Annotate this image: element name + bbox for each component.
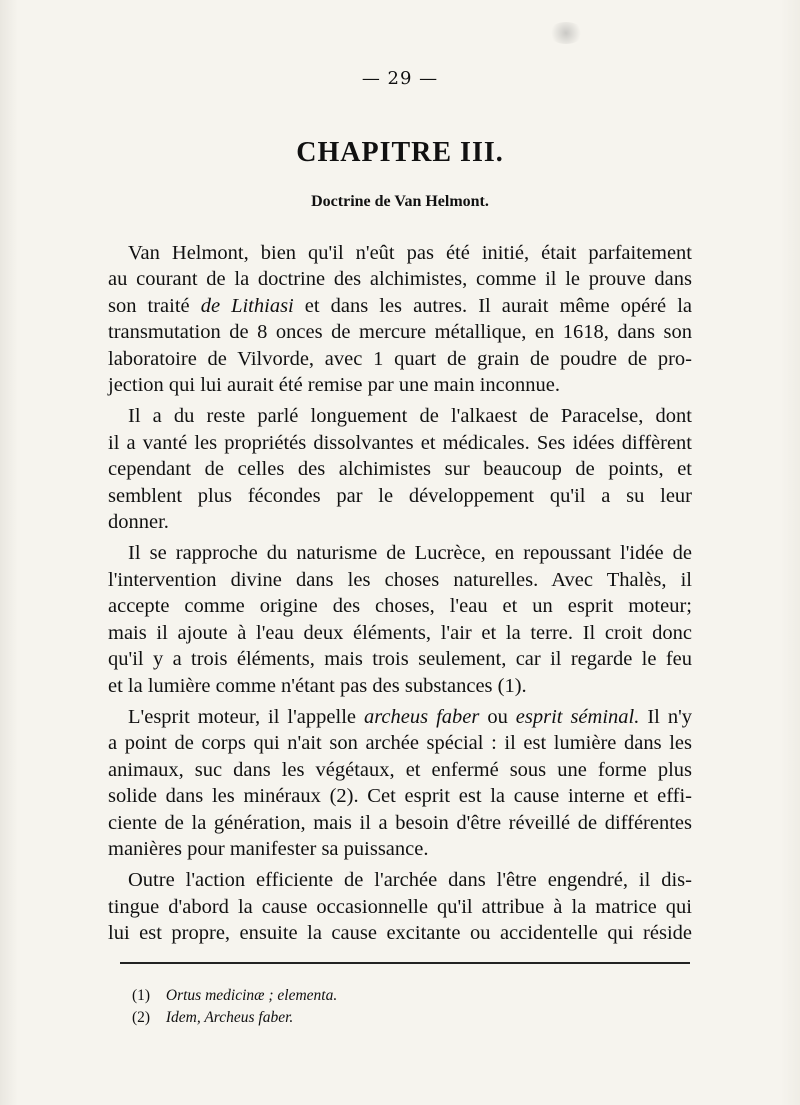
footnote-1	[132, 985, 337, 1007]
text-line: qu'il y a trois éléments, mais trois seulement, car il regarde le feu	[108, 648, 692, 671]
section-title: Doctrine de Van Helmont.	[311, 193, 489, 210]
text-line: jection qui lui aurait été remise par une main inconnue.	[108, 374, 560, 397]
page-number: — 29 —	[361, 68, 439, 89]
chapter-title: CHAPITRE III.	[296, 137, 504, 168]
footnote-2	[132, 1007, 337, 1029]
text-run: Il n'y	[639, 705, 693, 728]
text-run: son traité	[108, 294, 201, 317]
text-line: Outre l'action efficiente de l'archée dans l'être engendré, il dis-	[128, 869, 692, 892]
footnotes	[132, 985, 337, 1029]
footnote-number: (2)	[132, 1009, 151, 1026]
footnote-text: Idem, Archeus faber.	[165, 1009, 294, 1026]
text-line: Il a du reste parlé longuement de l'alkaest de Paracelse, dont	[128, 405, 692, 428]
body-text	[108, 240, 692, 947]
text-line: ciente de la génération, mais il a besoin d'être réveillé de différentes	[108, 811, 692, 834]
text-line: il a vanté les propriétés dissolvantes et médicales. Ses idées diffèrent	[108, 431, 692, 454]
text-line: semblent plus fécondes par le développement qu'il a su leur	[108, 484, 692, 507]
text-line: Van Helmont, bien qu'il n'eût pas été initié, était parfaitement	[128, 242, 692, 264]
text-line: lui est propre, ensuite la cause excitante ou accidentelle qui réside	[108, 922, 692, 945]
text-line: donner.	[108, 511, 169, 534]
text-line: et la lumière comme n'étant pas des substances (1).	[108, 674, 527, 697]
text-line: au courant de la doctrine des alchimistes, comme il le prouve dans	[108, 268, 692, 291]
text-line: solide dans les minéraux (2). Cet esprit est la cause interne et effi-	[108, 785, 692, 808]
text-line: laboratoire de Vilvorde, avec 1 quart de grain de poudre de pro-	[108, 347, 692, 370]
footnote-number: (1)	[132, 987, 151, 1004]
text-line: tingue d'abord la cause occasionnelle qu'il attribue à la matrice qui	[108, 895, 692, 918]
text-line: mais il ajoute à l'eau deux éléments, l'air et la terre. Il croit donc	[108, 621, 692, 644]
text-run: ou	[479, 705, 516, 728]
footnote-divider	[120, 962, 690, 964]
footnote-text: Ortus medicinæ ; elementa.	[165, 987, 338, 1004]
text-run: et dans les autres. Il aurait même opéré la	[293, 294, 692, 317]
text-line: manières pour manifester sa puissance.	[108, 837, 429, 860]
text-line: l'intervention divine dans les choses naturelles. Avec Thalès, il	[108, 568, 692, 591]
text-line: transmutation de 8 onces de mercure métallique, en 1618, dans son	[108, 321, 692, 344]
italic-text: esprit séminal.	[515, 705, 640, 728]
text-line: a point de corps qui n'ait son archée spécial : il est lumière dans les	[108, 732, 692, 755]
text-run: L'esprit moteur, il l'appelle	[128, 705, 364, 728]
text-line	[108, 293, 692, 319]
text-line: accepte comme origine des choses, l'eau et un esprit moteur;	[108, 595, 692, 618]
text-line: Il se rapproche du naturisme de Lucrèce, en repoussant l'idée de	[128, 542, 692, 565]
italic-text: archeus faber	[363, 705, 480, 728]
italic-text: de Lithiasi	[200, 294, 294, 317]
text-line: cependant de celles des alchimistes sur beaucoup de points, et	[108, 458, 692, 481]
ink-smudge	[548, 22, 584, 44]
text-line	[108, 704, 692, 730]
text-line: animaux, suc dans les végétaux, et enfermé sous une forme plus	[108, 758, 692, 781]
